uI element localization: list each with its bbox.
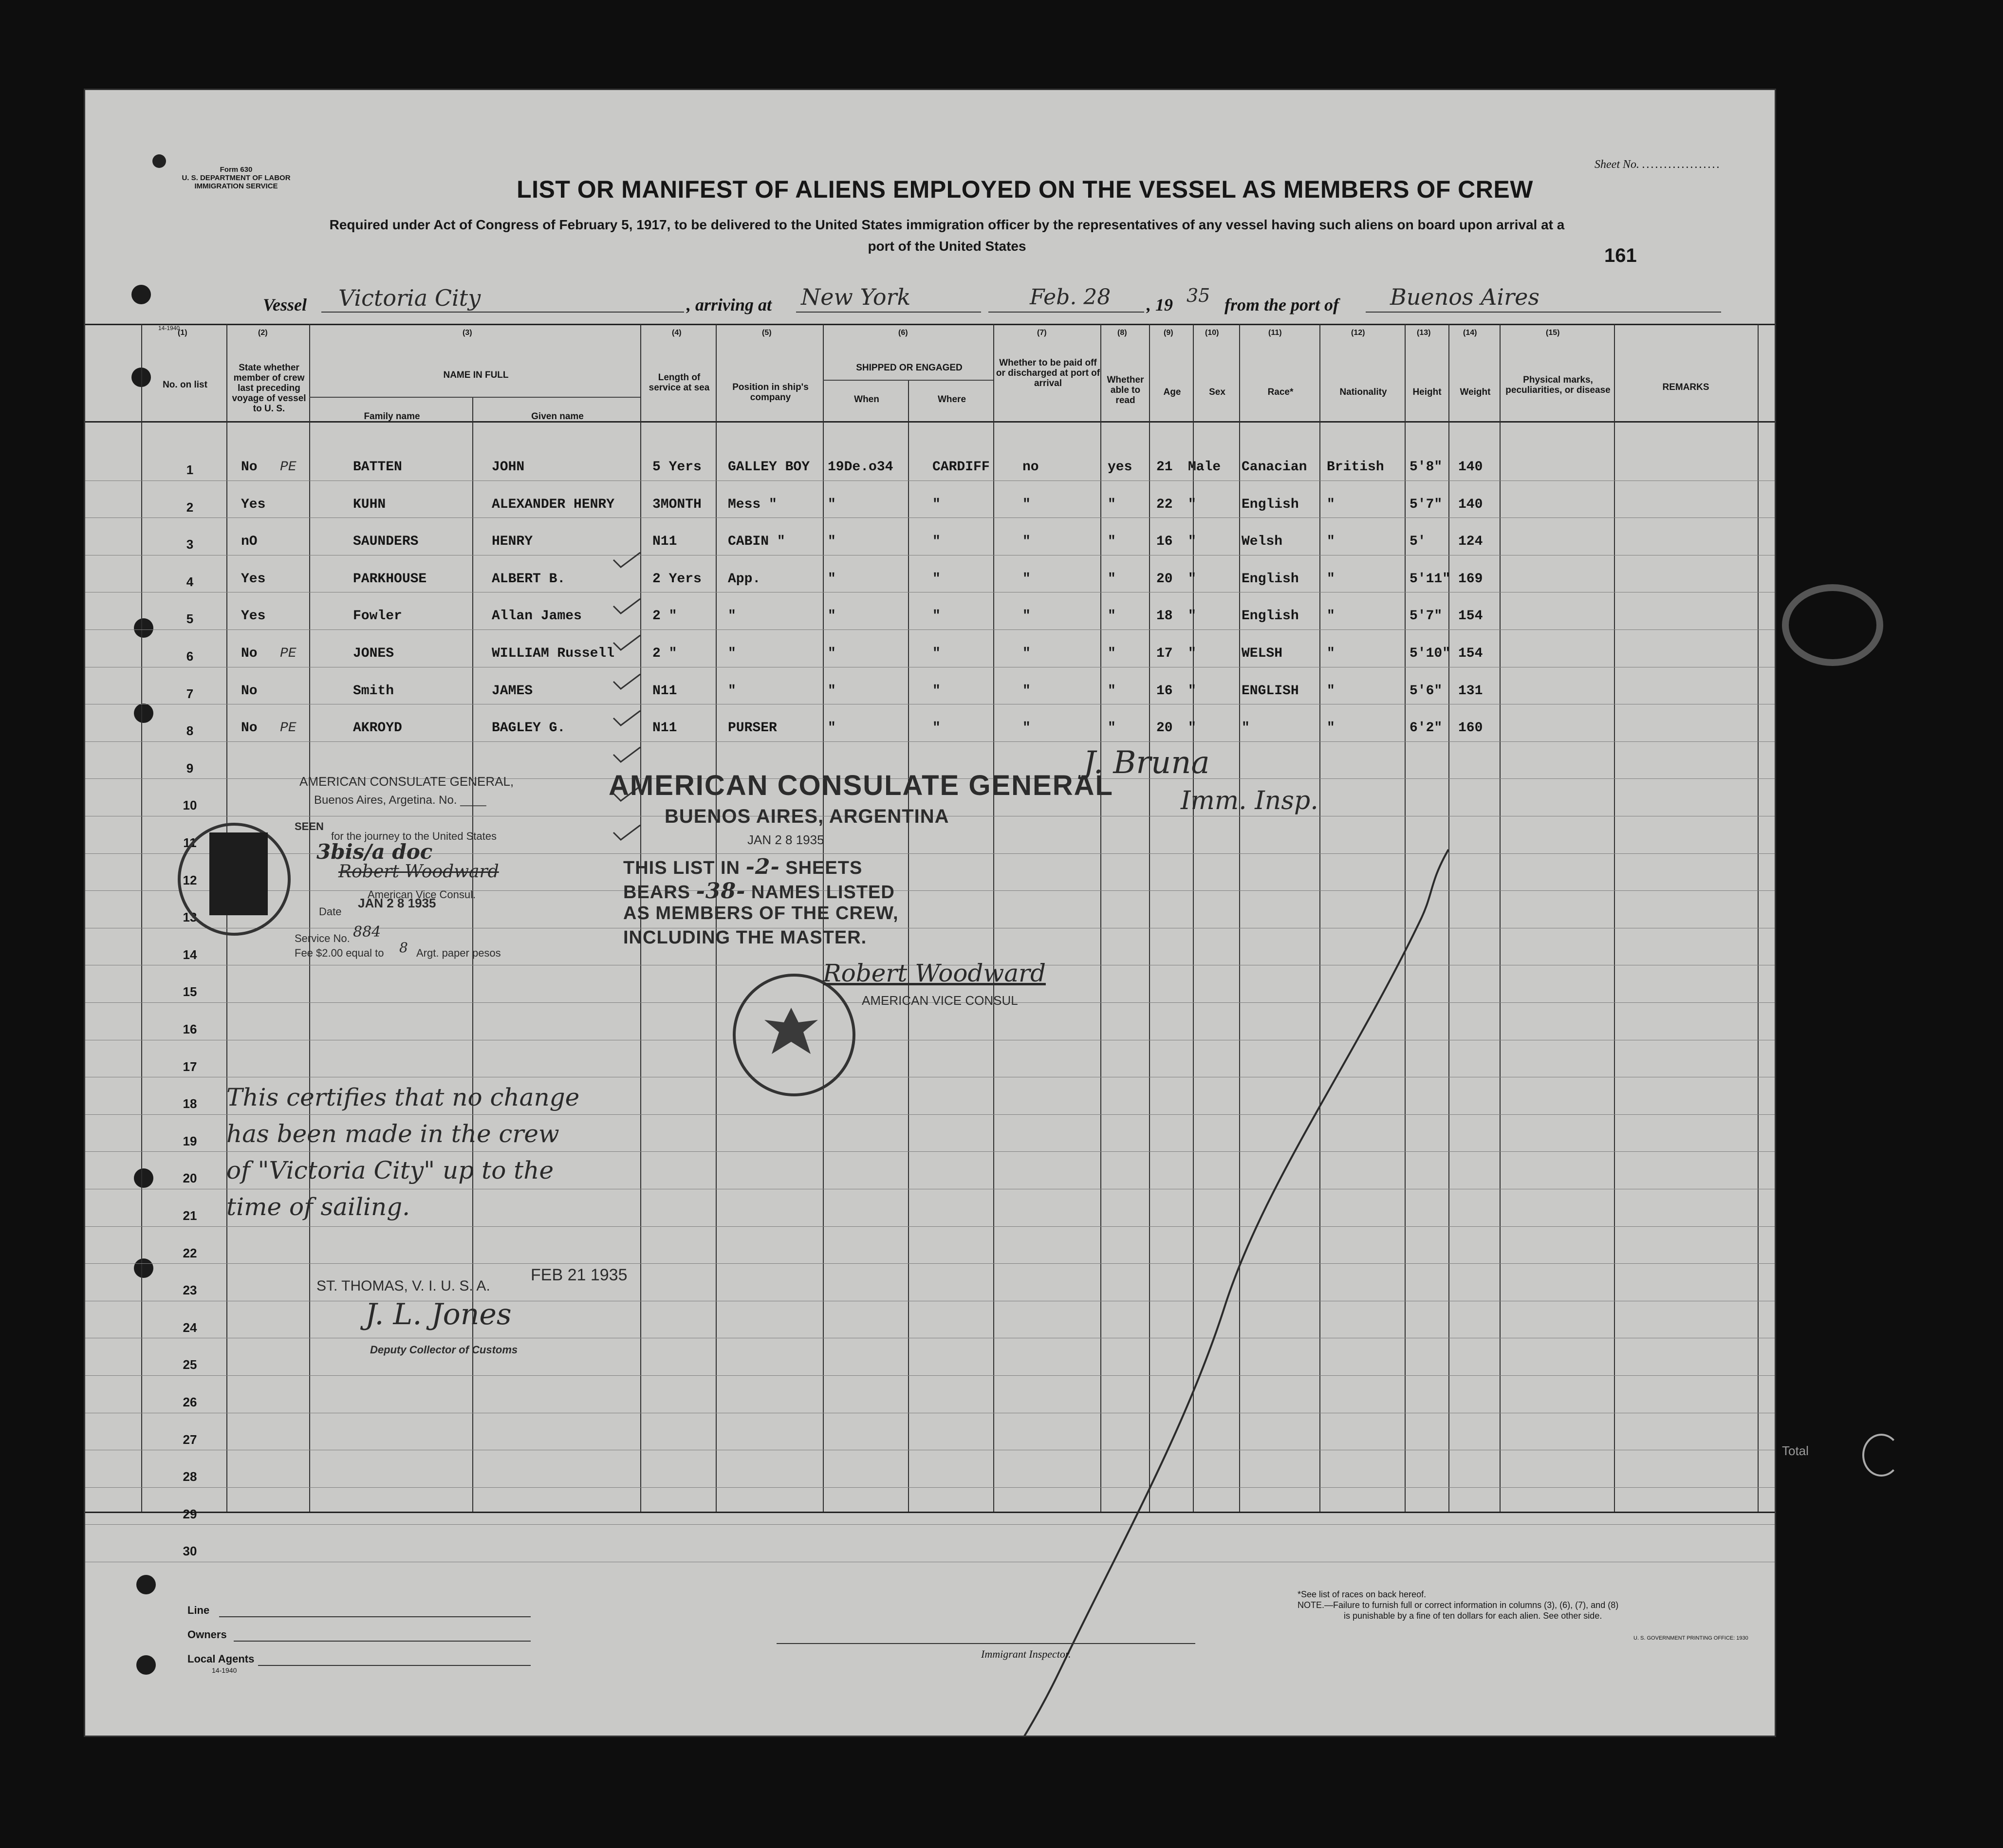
crew-service-cell: N11 xyxy=(652,683,677,699)
crew-race-cell: Welsh xyxy=(1242,534,1283,550)
inspector-annotation: Imm. Insp. xyxy=(1181,786,1318,815)
col-sep xyxy=(309,324,310,1512)
year-prefix: , 19 xyxy=(1147,295,1173,314)
fee-label: Fee $2.00 equal to xyxy=(295,947,384,959)
crew-paid-cell: " xyxy=(1022,721,1031,736)
crew-race-cell: English xyxy=(1242,609,1299,624)
punch-hole xyxy=(136,1655,156,1675)
row-number: 7 xyxy=(186,686,194,701)
crew-service-cell: N11 xyxy=(652,534,677,550)
crew-service-cell: 5 Yers xyxy=(652,460,702,475)
row-rule xyxy=(85,480,1775,481)
crew-family-cell: PARKHOUSE xyxy=(353,571,427,587)
service-number: 884 xyxy=(353,924,381,941)
date-label: Date xyxy=(319,906,342,918)
crew-where-cell: " xyxy=(932,609,941,624)
crew-prev-cell: Yes xyxy=(241,571,266,587)
header-name-in-full: NAME IN FULL xyxy=(443,370,509,380)
row-number: 5 xyxy=(186,611,194,627)
total-label: Total xyxy=(1782,1443,1809,1458)
row-number: 6 xyxy=(186,649,194,664)
big-stamp-line-1: AMERICAN CONSULATE GENERAL xyxy=(609,770,1113,801)
crew-given-cell: JOHN xyxy=(492,460,525,475)
col-num-9: (9) xyxy=(1164,329,1173,337)
certification-line-3: of "Victoria City" up to the xyxy=(226,1156,554,1184)
crew-when-cell: 19De.o34 xyxy=(828,460,893,475)
sheet-no-label: Sheet No. xyxy=(1595,158,1639,171)
crew-nationality-cell: " xyxy=(1327,646,1335,661)
punch-hole xyxy=(134,703,153,723)
crew-prev-cell: No xyxy=(241,683,258,699)
punch-hole xyxy=(131,285,151,304)
crew-prev-cell: No xyxy=(241,460,258,475)
races-note: *See list of races on back hereof. xyxy=(1298,1589,1427,1599)
row-number: 21 xyxy=(183,1208,197,1223)
printer-line: U. S. GOVERNMENT PRINTING OFFICE: 1930 xyxy=(1633,1635,1748,1641)
crew-read-cell: " xyxy=(1108,683,1116,699)
consulate-date: JAN 2 8 1935 xyxy=(358,896,436,910)
header-paid-off: Whether to be paid off or discharged at port of arrival xyxy=(996,358,1100,388)
crew-weight-cell: 169 xyxy=(1458,571,1483,587)
row-number: 15 xyxy=(183,984,197,999)
crew-read-cell: yes xyxy=(1108,460,1132,475)
crew-position-cell: Mess " xyxy=(728,497,777,512)
header-length-of-service: Length of service at sea xyxy=(649,372,710,393)
sheets-suffix: SHEETS xyxy=(785,858,863,878)
row-number: 24 xyxy=(183,1320,197,1335)
crew-read-cell: " xyxy=(1108,497,1116,512)
line-label: Line xyxy=(187,1604,210,1616)
vice-consul-signature: Robert Woodward xyxy=(823,959,1046,987)
crew-sex-cell: " xyxy=(1188,646,1196,661)
col-num-4: (4) xyxy=(672,329,682,337)
row-number: 3 xyxy=(186,537,194,552)
crew-family-cell: Smith xyxy=(353,683,394,699)
crew-prev-cell: Yes xyxy=(241,497,266,512)
row-number: 1 xyxy=(186,462,194,477)
consulate-line-2: Buenos Aires, Argetina. No. ____ xyxy=(314,794,486,807)
punch-hole xyxy=(134,1168,153,1188)
col-sep xyxy=(141,324,142,1512)
names-prefix: BEARS xyxy=(623,882,691,903)
crew-age-cell: 17 xyxy=(1156,646,1173,661)
col-num-14: (14) xyxy=(1463,329,1477,337)
col-num-3: (3) xyxy=(463,329,472,337)
crew-race-cell: ENGLISH xyxy=(1242,683,1299,699)
subtitle-line-2: port of the United States xyxy=(868,239,1026,254)
crew-paid-cell: " xyxy=(1022,534,1031,550)
crew-family-cell: BATTEN xyxy=(353,460,402,475)
col-num-13: (13) xyxy=(1417,329,1431,337)
names-count: -38- xyxy=(696,879,746,904)
crew-position-cell: GALLEY BOY xyxy=(728,460,810,475)
crew-where-cell: " xyxy=(932,534,941,550)
subtitle-line-1: Required under Act of Congress of February 5, 1917, to be delivered to the United States immigration officer by the representatives of any vessel having such aliens on board upon arrival at a xyxy=(329,217,1565,232)
penalty-note-1: NOTE.—Failure to furnish full or correct information in columns (3), (6), (7), and (8) xyxy=(1298,1600,1619,1610)
sheets-prefix: THIS LIST IN xyxy=(623,858,740,878)
crew-age-cell: 16 xyxy=(1156,534,1173,550)
row-number: 29 xyxy=(183,1506,197,1521)
crew-family-cell: KUHN xyxy=(353,497,386,512)
row-rule xyxy=(85,741,1775,742)
service-label: IMMIGRATION SERVICE xyxy=(194,182,278,190)
owners-label: Owners xyxy=(187,1628,227,1641)
header-previous-voyage: State whether member of crew last preceding voyage of vessel to U. S. xyxy=(232,363,306,414)
col-num-6: (6) xyxy=(898,329,908,337)
crew-nationality-cell: " xyxy=(1327,571,1335,587)
crew-paid-cell: " xyxy=(1022,646,1031,661)
row-number: 9 xyxy=(186,760,194,776)
year-suffix: 35 xyxy=(1187,285,1210,306)
row-number: 26 xyxy=(183,1395,197,1409)
big-stamp-line-5: AS MEMBERS OF THE CREW, xyxy=(623,903,899,924)
header-race: Race* xyxy=(1267,387,1294,397)
sheet-number: 161 xyxy=(1604,245,1637,266)
crew-weight-cell: 154 xyxy=(1458,646,1483,661)
department-label: U. S. DEPARTMENT OF LABOR xyxy=(182,174,291,182)
row-number: 22 xyxy=(183,1245,197,1260)
big-stamp-vice-consul: AMERICAN VICE CONSUL xyxy=(862,993,1018,1008)
check-marks xyxy=(611,460,650,864)
row-number: 23 xyxy=(183,1283,197,1298)
fee-suffix: Argt. paper pesos xyxy=(416,947,501,959)
sheets-count: -2- xyxy=(745,854,780,879)
header-when: When xyxy=(854,394,879,405)
crew-height-cell: 5'7" xyxy=(1410,497,1443,512)
page-title: LIST OR MANIFEST OF ALIENS EMPLOYED ON THE VESSEL AS MEMBERS OF CREW xyxy=(517,176,1533,203)
header-age: Age xyxy=(1163,387,1181,397)
visa-handwriting: 3bis/a doc xyxy=(316,840,433,864)
crew-age-cell: 16 xyxy=(1156,683,1173,699)
crew-nationality-cell: " xyxy=(1327,721,1335,736)
footer-form-code: 14-1940 xyxy=(212,1666,237,1674)
header-weight: Weight xyxy=(1460,387,1491,397)
punch-hole xyxy=(136,1575,156,1594)
crew-when-cell: " xyxy=(828,534,836,550)
crew-race-cell: WELSH xyxy=(1242,646,1283,661)
crew-sex-cell: " xyxy=(1188,721,1196,736)
crew-where-cell: CARDIFF xyxy=(932,460,990,475)
certification-line-1: This certifies that no change xyxy=(226,1083,580,1111)
crew-family-cell: AKROYD xyxy=(353,721,402,736)
col-num-2: (2) xyxy=(258,329,268,337)
crew-height-cell: 5'7" xyxy=(1410,609,1443,624)
header-shipped-or-engaged: SHIPPED OR ENGAGED xyxy=(856,363,963,373)
margin-mark xyxy=(1862,1434,1900,1477)
crew-where-cell: " xyxy=(932,497,941,512)
crew-read-cell: " xyxy=(1108,534,1116,550)
form-id-block xyxy=(163,166,309,190)
crew-sex-cell: Male xyxy=(1188,460,1221,475)
crew-paid-cell: no xyxy=(1022,460,1039,475)
consul-signature: Robert Woodward xyxy=(338,862,499,882)
arriving-label: , arriving at xyxy=(686,295,772,314)
crew-sex-cell: " xyxy=(1188,683,1196,699)
crew-when-cell: " xyxy=(828,683,836,699)
crew-where-cell: " xyxy=(932,721,941,736)
col-num-12: (12) xyxy=(1351,329,1365,337)
crew-race-cell: English xyxy=(1242,571,1299,587)
crew-mark-cell: PE xyxy=(280,460,297,475)
col-num-8: (8) xyxy=(1117,329,1127,337)
row-number: 14 xyxy=(183,947,197,962)
crew-when-cell: " xyxy=(828,721,836,736)
row-number: 12 xyxy=(183,872,197,887)
deputy-signature: J. L. Jones xyxy=(365,1297,512,1331)
row-number: 13 xyxy=(183,910,197,925)
crew-read-cell: " xyxy=(1108,721,1116,736)
header-height: Height xyxy=(1412,387,1442,397)
margin-scribble xyxy=(1782,584,1883,666)
inspector-label: Immigrant Inspector. xyxy=(981,1648,1071,1660)
crew-age-cell: 21 xyxy=(1156,460,1173,475)
fee-value: 8 xyxy=(399,940,408,956)
crew-read-cell: " xyxy=(1108,571,1116,587)
names-suffix: NAMES LISTED xyxy=(751,882,895,903)
crew-height-cell: 5' xyxy=(1410,534,1426,550)
crew-read-cell: " xyxy=(1108,609,1116,624)
crew-service-cell: 3MONTH xyxy=(652,497,702,512)
header-nationality: Nationality xyxy=(1339,387,1387,397)
crew-weight-cell: 160 xyxy=(1458,721,1483,736)
crew-mark-cell: PE xyxy=(280,646,297,661)
punch-hole xyxy=(134,618,153,638)
crew-race-cell: English xyxy=(1242,497,1299,512)
crew-family-cell: JONES xyxy=(353,646,394,661)
crew-height-cell: 5'6" xyxy=(1410,683,1443,699)
crew-given-cell: JAMES xyxy=(492,683,533,699)
arrival-date: Feb. 28 xyxy=(1030,285,1111,310)
crew-position-cell: App. xyxy=(728,571,761,587)
col-num-11: (11) xyxy=(1268,329,1282,337)
crew-sex-cell: " xyxy=(1188,497,1196,512)
customs-date: FEB 21 1935 xyxy=(531,1266,628,1284)
page-subtitle xyxy=(158,214,1736,257)
row-number: 4 xyxy=(186,574,194,589)
col-num-15: (15) xyxy=(1546,329,1560,337)
crew-height-cell: 5'10" xyxy=(1410,646,1451,661)
row-number: 28 xyxy=(183,1469,197,1484)
crew-nationality-cell: " xyxy=(1327,683,1335,699)
consulate-no-label: No. xyxy=(439,794,457,807)
journey-text: for the journey to the United States xyxy=(331,830,497,842)
header-given-name: Given name xyxy=(531,411,584,422)
header-where: Where xyxy=(937,394,966,405)
cancellation-line xyxy=(767,747,1643,1736)
form-code: 14-1940 xyxy=(158,325,180,332)
agents-label: Local Agents xyxy=(187,1653,255,1665)
row-rule xyxy=(85,517,1775,518)
big-stamp-date: JAN 2 8 1935 xyxy=(747,832,824,847)
crew-position-cell: CABIN " xyxy=(728,534,785,550)
crew-where-cell: " xyxy=(932,646,941,661)
crew-nationality-cell: " xyxy=(1327,609,1335,624)
consulate-line-1: AMERICAN CONSULATE GENERAL, xyxy=(299,774,514,789)
col-num-7: (7) xyxy=(1037,329,1047,337)
vice-consul-label: American Vice Consul. xyxy=(368,888,476,901)
fee-stamp xyxy=(209,832,268,915)
crew-race-cell: Canacian xyxy=(1242,460,1307,475)
crew-prev-cell: No xyxy=(241,646,258,661)
form-label: Form 630 xyxy=(220,166,253,174)
crew-prev-cell: No xyxy=(241,721,258,736)
crew-weight-cell: 131 xyxy=(1458,683,1483,699)
crew-nationality-cell: British xyxy=(1327,460,1384,475)
crew-service-cell: 2 " xyxy=(652,646,677,661)
from-port: Buenos Aires xyxy=(1390,284,1539,310)
vessel-name: Victoria City xyxy=(338,285,481,311)
header-position: Position in ship's company xyxy=(732,382,809,403)
header-family-name: Family name xyxy=(364,411,420,422)
row-number: 25 xyxy=(183,1357,197,1372)
crew-height-cell: 5'11" xyxy=(1410,571,1451,587)
header-physical-marks: Physical marks, peculiarities, or disease xyxy=(1505,375,1611,395)
row-number: 11 xyxy=(183,835,197,850)
crew-paid-cell: " xyxy=(1022,571,1031,587)
crew-prev-cell: nO xyxy=(241,534,258,550)
seen-label: SEEN xyxy=(295,820,324,832)
crew-prev-cell: Yes xyxy=(241,609,266,624)
row-number: 10 xyxy=(183,798,197,813)
crew-sex-cell: " xyxy=(1188,534,1196,550)
header-remarks: REMARKS xyxy=(1662,382,1709,392)
crew-when-cell: " xyxy=(828,497,836,512)
crew-race-cell: " xyxy=(1242,721,1250,736)
manifest-sheet xyxy=(85,90,1775,1736)
crew-age-cell: 22 xyxy=(1156,497,1173,512)
deputy-title: Deputy Collector of Customs xyxy=(370,1344,518,1356)
row-number: 20 xyxy=(183,1171,197,1186)
row-number: 30 xyxy=(183,1544,197,1559)
penalty-note-2: is punishable by a fine of ten dollars for each alien. See other side. xyxy=(1344,1611,1602,1621)
crew-where-cell: " xyxy=(932,683,941,699)
vessel-label: Vessel xyxy=(263,295,307,314)
crew-nationality-cell: " xyxy=(1327,534,1335,550)
crew-weight-cell: 140 xyxy=(1458,460,1483,475)
row-number: 8 xyxy=(186,723,194,739)
inspector-signature: J. Bruna xyxy=(1083,745,1210,781)
row-number: 16 xyxy=(183,1022,197,1036)
crew-position-cell: " xyxy=(728,646,736,661)
crew-sex-cell: " xyxy=(1188,609,1196,624)
row-number: 18 xyxy=(183,1096,197,1111)
crew-given-cell: BAGLEY G. xyxy=(492,721,566,736)
row-number: 27 xyxy=(183,1432,197,1447)
crew-height-cell: 5'8" xyxy=(1410,460,1443,475)
crew-family-cell: Fowler xyxy=(353,609,402,624)
sheet-no: Sheet No. .................. xyxy=(1595,158,1721,171)
crew-service-cell: 2 Yers xyxy=(652,571,702,587)
crew-mark-cell: PE xyxy=(280,721,297,736)
crew-read-cell: " xyxy=(1108,646,1116,661)
crew-age-cell: 20 xyxy=(1156,571,1173,587)
crew-weight-cell: 124 xyxy=(1458,534,1483,550)
crew-service-cell: N11 xyxy=(652,721,677,736)
ink-blot xyxy=(152,154,166,168)
crew-where-cell: " xyxy=(932,571,941,587)
crew-paid-cell: " xyxy=(1022,497,1031,512)
service-label: Service No. xyxy=(295,932,350,944)
customs-place: ST. THOMAS, V. I. U. S. A. xyxy=(316,1278,490,1294)
big-stamp-line-6: INCLUDING THE MASTER. xyxy=(623,927,867,948)
arriving-port: New York xyxy=(801,284,911,310)
row-number: 19 xyxy=(183,1133,197,1148)
col-num-5: (5) xyxy=(762,329,772,337)
row-number: 17 xyxy=(183,1059,197,1074)
big-stamp-line-2: BUENOS AIRES, ARGENTINA xyxy=(665,806,949,827)
col-num-10: (10) xyxy=(1205,329,1219,337)
crew-given-cell: HENRY xyxy=(492,534,533,550)
certification-line-2: has been made in the crew xyxy=(226,1120,559,1148)
header-able-to-read: Whether able to read xyxy=(1107,375,1144,406)
row-rule xyxy=(85,629,1775,630)
crew-when-cell: " xyxy=(828,571,836,587)
crew-weight-cell: 154 xyxy=(1458,609,1483,624)
col-sep xyxy=(1758,324,1759,1512)
crew-service-cell: 2 " xyxy=(652,609,677,624)
crew-family-cell: SAUNDERS xyxy=(353,534,419,550)
crew-given-cell: Allan James xyxy=(492,609,582,624)
col-num-1: (1) xyxy=(178,329,187,337)
crew-when-cell: " xyxy=(828,646,836,661)
crew-paid-cell: " xyxy=(1022,609,1031,624)
header-no-on-list: No. on list xyxy=(163,380,207,390)
crew-age-cell: 18 xyxy=(1156,609,1173,624)
crew-age-cell: 20 xyxy=(1156,721,1173,736)
crew-when-cell: " xyxy=(828,609,836,624)
crew-height-cell: 6'2" xyxy=(1410,721,1443,736)
crew-position-cell: PURSER xyxy=(728,721,777,736)
crew-position-cell: " xyxy=(728,683,736,699)
crew-sex-cell: " xyxy=(1188,571,1196,587)
crew-nationality-cell: " xyxy=(1327,497,1335,512)
crew-paid-cell: " xyxy=(1022,683,1031,699)
crew-given-cell: WILLIAM Russell xyxy=(492,646,615,661)
from-port-label: from the port of xyxy=(1224,295,1339,314)
row-number: 2 xyxy=(186,499,194,515)
punch-hole xyxy=(134,1258,153,1278)
crew-given-cell: ALBERT B. xyxy=(492,571,566,587)
crew-position-cell: " xyxy=(728,609,736,624)
certification-line-4: time of sailing. xyxy=(226,1193,410,1221)
consulate-city: Buenos Aires, Argetina. xyxy=(314,794,436,807)
header-sex: Sex xyxy=(1209,387,1225,397)
crew-weight-cell: 140 xyxy=(1458,497,1483,512)
crew-given-cell: ALEXANDER HENRY xyxy=(492,497,615,512)
